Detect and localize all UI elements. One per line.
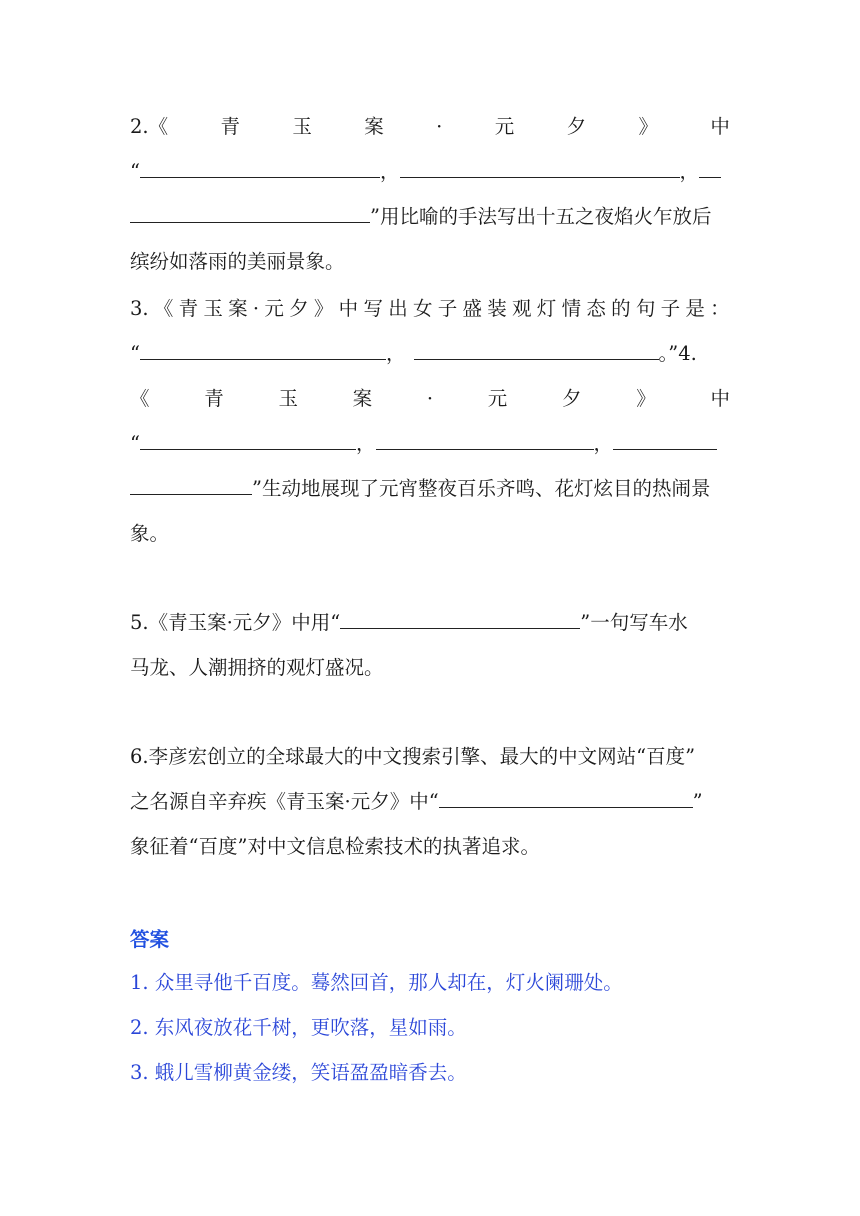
q4-line-4 (130, 519, 730, 549)
q3-token: 出 (388, 297, 408, 320)
q3-open-quote: “ (130, 342, 140, 365)
q2-comma: ， (679, 160, 700, 183)
q2-line-4 (130, 247, 730, 277)
q3-token: 》 (313, 297, 334, 320)
q2-open-quote: “ (130, 160, 140, 183)
q3-token: 的 (611, 297, 631, 320)
answer-blank[interactable] (130, 474, 252, 495)
answer-blank[interactable] (376, 429, 594, 450)
q4-text: ”生动地展现了元宵整夜百乐齐鸣、花灯炫目的热闹景 (252, 477, 711, 500)
q4-comma: ， (355, 432, 376, 455)
answer-blank[interactable] (400, 157, 680, 178)
q6-text: 6.李彦宏创立的全球最大的中文搜索引擎、最大的中文网站“百度” (130, 745, 696, 768)
answer-blank[interactable] (340, 608, 580, 629)
q3-token: · (252, 297, 260, 320)
q4-token: 玉 (278, 387, 298, 410)
q2-text: ”用比喻的手法写出十五之夜焰火乍放后 (370, 205, 712, 228)
q4-text: 象。 (130, 522, 170, 545)
answer-blank[interactable] (140, 339, 386, 360)
q2-token: 青 (220, 115, 240, 138)
q3-token: 中 (338, 297, 359, 320)
q6-text: 之名源自辛弃疾《青玉案·元夕》中“ (130, 790, 439, 813)
q4-line-2 (130, 429, 730, 459)
q2-token: 玉 (292, 115, 312, 138)
q4-open-quote: “ (130, 432, 140, 455)
q5-text: 马龙、人潮拥挤的观灯盛况。 (130, 656, 384, 679)
q6-text: 象征着“百度”对中文信息检索技术的执著追求。 (130, 835, 540, 858)
q2-token: 案 (364, 115, 384, 138)
answer-blank[interactable] (439, 787, 693, 808)
q4-line-1 (130, 384, 730, 414)
q2-token: 夕 (566, 115, 587, 138)
q3-token: 案 (228, 297, 248, 320)
answer-item: 3. 蛾儿雪柳黄金缕，笑语盈盈暗香去。 (130, 1061, 467, 1084)
q2-token: 元 (494, 115, 515, 138)
q2-token: 中 (710, 115, 730, 138)
q3-token: 写 (363, 297, 383, 320)
q3-token: 3. (130, 297, 149, 320)
q3-token: 《 (153, 297, 174, 320)
q3-token: 情 (561, 297, 582, 320)
q5-line-2 (130, 653, 730, 683)
q2-line-1 (130, 112, 730, 142)
q4-token: · (426, 387, 434, 410)
q4-token: 元 (487, 387, 508, 410)
q6-text: ” (692, 790, 703, 813)
q2-text: 缤纷如落雨的美丽景象。 (130, 250, 345, 273)
answer-item: 2. 东风夜放花千树，更吹落，星如雨。 (130, 1016, 467, 1039)
q3-token: 盛 (462, 297, 483, 320)
q2-line-2 (130, 157, 730, 187)
answer-blank[interactable] (140, 157, 380, 178)
answer-blank[interactable] (140, 429, 356, 450)
q3-token: 元 (264, 297, 284, 320)
q3-line-2 (130, 339, 730, 369)
q3-token: 女 (412, 297, 433, 320)
q3-token: 灯 (536, 297, 557, 320)
q3-token: ： (710, 297, 730, 320)
q4-token: 中 (710, 387, 730, 410)
q4-comma: ， (593, 432, 614, 455)
q3-token: 玉 (203, 297, 223, 320)
q4-token: 夕 (562, 387, 582, 410)
q2-token: 2.《 (130, 115, 169, 138)
answer-item: 1. 众里寻他千百度。蓦然回首，那人却在，灯火阑珊处。 (130, 971, 623, 994)
q6-line-3 (130, 832, 730, 862)
q5-line-1 (130, 608, 730, 638)
q3-token: 夕 (289, 297, 309, 320)
q3-close: 。”4. (658, 342, 697, 365)
q3-token: 态 (586, 297, 606, 320)
answer-blank[interactable] (613, 429, 717, 450)
q3-token: 子 (660, 297, 681, 320)
answer-blank[interactable] (130, 202, 370, 223)
q3-token: 句 (635, 297, 656, 320)
q4-token: 》 (636, 387, 656, 410)
q3-token: 观 (512, 297, 532, 320)
q3-comma: ， (385, 342, 406, 365)
q3-line-1 (130, 294, 730, 324)
q4-line-3 (130, 474, 730, 504)
q3-token: 子 (437, 297, 458, 320)
answers-heading: 答案 (130, 928, 170, 951)
q2-token: · (436, 115, 443, 138)
q6-line-2 (130, 787, 730, 817)
answer-blank[interactable] (414, 339, 659, 360)
q2-line-3 (130, 202, 730, 232)
q5-text: ”一句写车水 (580, 611, 688, 634)
q6-line-1 (130, 742, 730, 772)
q2-token: 》 (638, 115, 659, 138)
q4-token: 青 (204, 387, 224, 410)
q3-token: 青 (178, 297, 199, 320)
answer-blank[interactable] (699, 157, 721, 178)
q3-token: 是 (685, 297, 705, 320)
q3-token: 装 (487, 297, 507, 320)
q5-text: 5.《青玉案·元夕》中用“ (130, 611, 341, 634)
q4-token: 案 (352, 387, 373, 410)
q2-comma: ， (379, 160, 400, 183)
q4-token: 《 (130, 387, 150, 410)
